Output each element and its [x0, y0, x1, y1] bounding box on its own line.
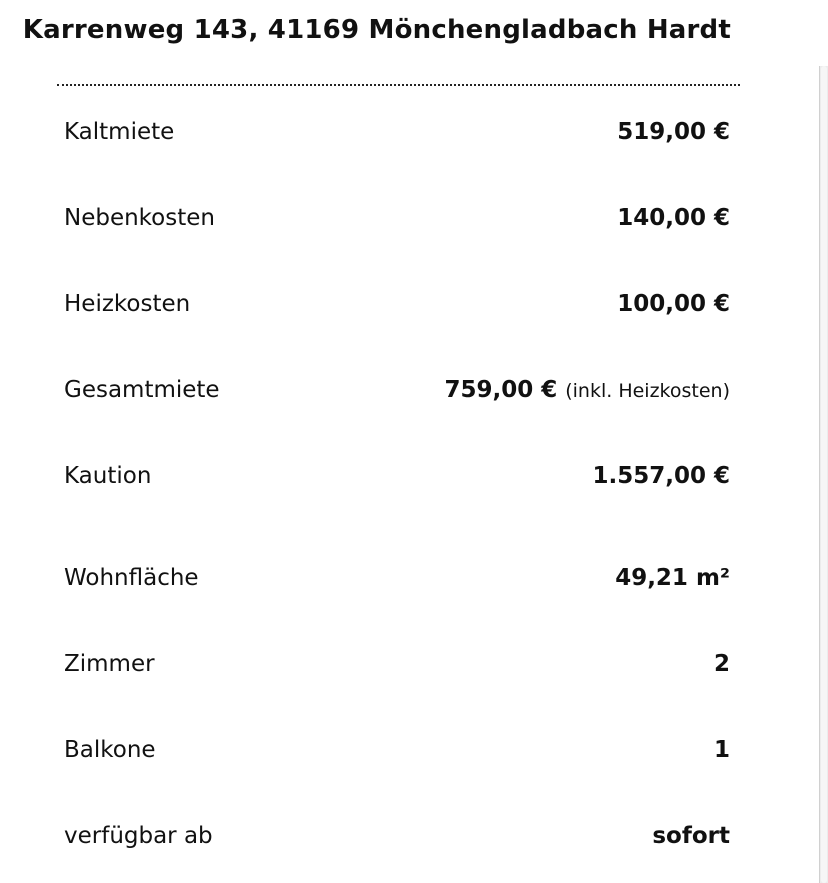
row-value: 759,00 € [444, 377, 558, 403]
row-label: Kaltmiete [64, 119, 175, 145]
row-value: sofort [652, 823, 730, 849]
row-value: 140,00 € [617, 205, 730, 231]
row-zimmer [64, 644, 730, 684]
row-label: Gesamtmiete [64, 377, 220, 403]
row-wohnflaeche [64, 558, 730, 598]
row-label: verfügbar ab [64, 823, 213, 849]
row-value: 1 [713, 737, 730, 763]
address-heading: Karrenweg 143, 41169 Mönchengladbach Hardt [22, 15, 731, 45]
row-balkone [64, 730, 730, 770]
row-kaltmiete [64, 112, 730, 152]
row-value: 100,00 € [617, 291, 730, 317]
row-gesamtmiete [64, 370, 730, 410]
row-heizkosten [64, 284, 730, 324]
row-verfuegbar-ab [64, 816, 730, 856]
row-value: 1.557,00 € [592, 463, 730, 489]
scrollbar-thumb[interactable] [821, 66, 827, 883]
row-nebenkosten [64, 198, 730, 238]
row-label: Heizkosten [64, 291, 191, 317]
row-note: (inkl. Heizkosten) [565, 380, 730, 402]
row-label: Zimmer [64, 651, 155, 677]
vertical-scrollbar[interactable] [819, 66, 828, 883]
row-kaution [64, 456, 730, 496]
row-label: Balkone [64, 737, 156, 763]
row-label: Wohnfläche [64, 565, 199, 591]
row-value: 2 [713, 651, 730, 677]
row-value: 519,00 € [617, 119, 730, 145]
row-label: Nebenkosten [64, 205, 215, 231]
dotted-divider [57, 84, 740, 86]
row-value: 49,21 m² [615, 565, 730, 591]
row-value-group [444, 377, 730, 403]
row-label: Kaution [64, 463, 152, 489]
